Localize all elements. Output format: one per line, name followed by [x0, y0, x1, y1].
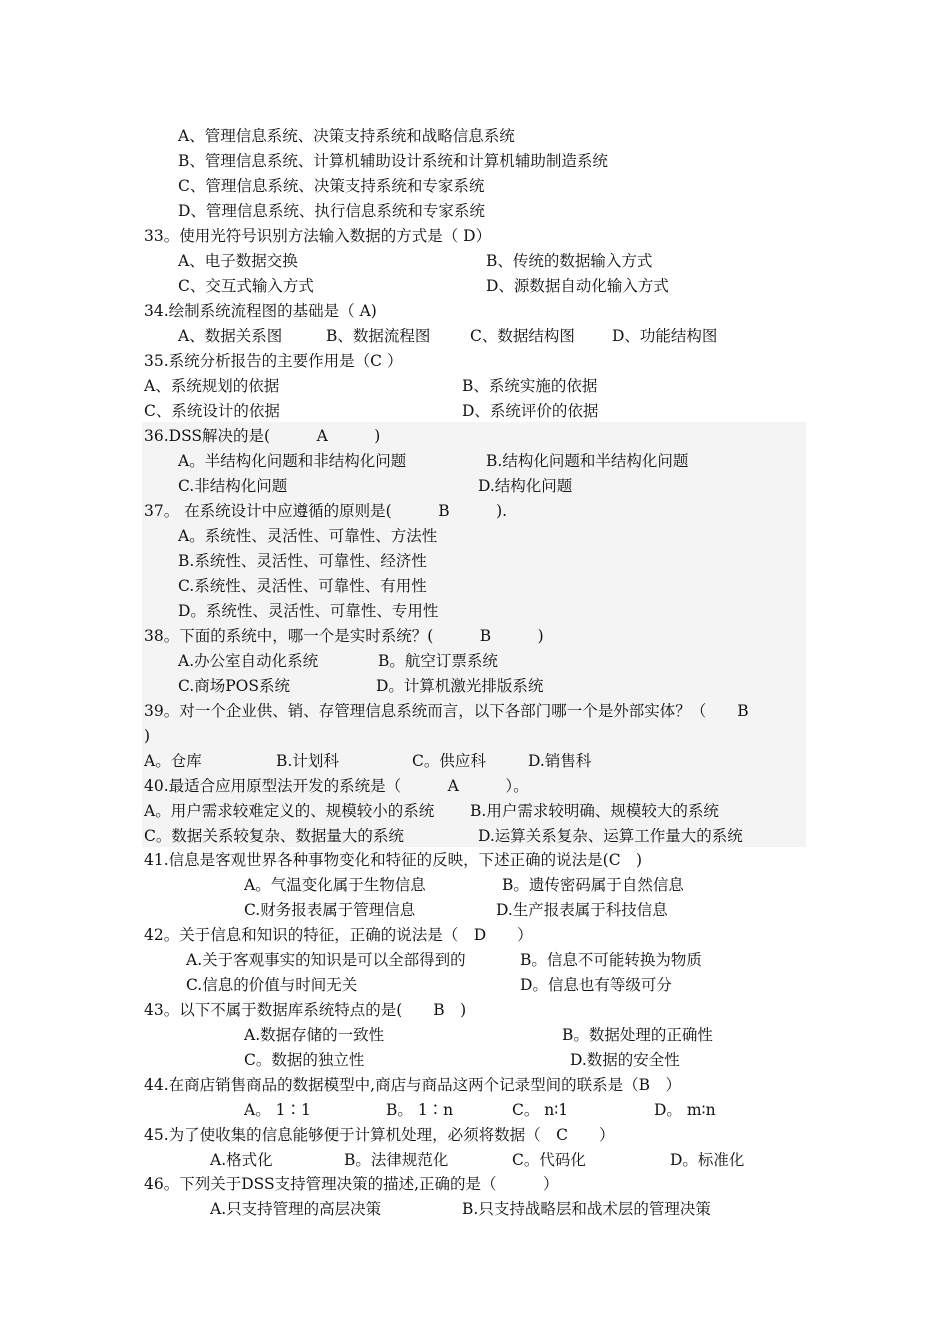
- option-line: D、源数据自动化输入方式: [486, 277, 669, 295]
- question-42: 42。关于信息和知识的特征，正确的说法是（ D ）: [144, 926, 533, 944]
- question-39: 39。对一个企业供、销、存管理信息系统而言，以下各部门哪一个是外部实体？（ B: [144, 702, 749, 720]
- option-line: A、系统规划的依据: [144, 377, 280, 395]
- option-line: A。半结构化问题和非结构化问题: [178, 452, 407, 470]
- question-35: 35.系统分析报告的主要作用是（C ）: [144, 352, 403, 370]
- option-line: B、管理信息系统、计算机辅助设计系统和计算机辅助制造系统: [178, 152, 608, 170]
- option-line: C、数据结构图: [470, 327, 575, 345]
- option-line: B.用户需求较明确、规模较大的系统: [470, 802, 719, 820]
- option-line: B。法律规范化: [344, 1151, 449, 1169]
- option-line: C、系统设计的依据: [144, 402, 280, 420]
- option-line: B。航空订票系统: [378, 652, 498, 670]
- question-33: 33。使用光符号识别方法输入数据的方式是（ D）: [144, 227, 492, 245]
- question-39-continuation: ): [144, 727, 151, 745]
- option-line: D.运算关系复杂、运算工作量大的系统: [478, 827, 743, 845]
- option-line: D、系统评价的依据: [462, 402, 599, 420]
- option-line: B。遗传密码属于自然信息: [502, 876, 684, 894]
- option-line: A、管理信息系统、决策支持系统和战略信息系统: [178, 127, 515, 145]
- option-line: D。计算机激光排版系统: [376, 677, 544, 695]
- option-line: D。信息也有等级可分: [520, 976, 672, 994]
- option-line: A.关于客观事实的知识是可以全部得到的: [186, 951, 466, 969]
- option-line: B.计划科: [276, 752, 339, 770]
- option-line: B。信息不可能转换为物质: [520, 951, 702, 969]
- option-line: C.系统性、灵活性、可靠性、有用性: [178, 577, 427, 595]
- option-line: C。供应科: [412, 752, 486, 770]
- option-line: D.销售科: [528, 752, 592, 770]
- option-line: D。标准化: [670, 1151, 745, 1169]
- option-line: B.结构化问题和半结构化问题: [486, 452, 689, 470]
- option-line: A、电子数据交换: [178, 252, 298, 270]
- question-43: 43。以下不属于数据库系统特点的是( B ): [144, 1001, 467, 1019]
- option-line: A.办公室自动化系统: [178, 652, 319, 670]
- option-line: A.数据存储的一致性: [244, 1026, 385, 1044]
- option-line: C、交互式输入方式: [178, 277, 314, 295]
- option-line: C。数据关系较复杂、数据量大的系统: [144, 827, 404, 845]
- option-line: A。气温变化属于生物信息: [244, 876, 426, 894]
- option-line: B、系统实施的依据: [462, 377, 598, 395]
- question-34: 34.绘制系统流程图的基础是（ A): [144, 302, 377, 320]
- option-line: C。数据的独立性: [244, 1051, 365, 1069]
- option-line: D。系统性、灵活性、可靠性、专用性: [178, 602, 439, 620]
- option-line: A.只支持管理的高层决策: [210, 1200, 382, 1218]
- option-line: B、传统的数据输入方式: [486, 252, 653, 270]
- option-line: C。代码化: [512, 1151, 586, 1169]
- option-line: D、管理信息系统、执行信息系统和专家系统: [178, 202, 485, 220]
- question-36: 36.DSS解决的是( A ): [144, 427, 381, 445]
- option-line: D.结构化问题: [478, 477, 573, 495]
- option-line: B。数据处理的正确性: [562, 1026, 713, 1044]
- option-line: B。 1∶n: [386, 1101, 454, 1119]
- option-line: C.商场POS系统: [178, 677, 290, 695]
- question-44: 44.在商店销售商品的数据模型中,商店与商品这两个记录型间的联系是（B ）: [144, 1076, 681, 1094]
- option-line: A。 1∶1: [244, 1101, 311, 1119]
- option-line: B.系统性、灵活性、可靠性、经济性: [178, 552, 427, 570]
- option-line: A。仓库: [144, 752, 202, 770]
- question-41: 41.信息是客观世界各种事物变化和特征的反映，下述正确的说法是(C ): [144, 851, 643, 869]
- option-line: C.财务报表属于管理信息: [244, 901, 416, 919]
- option-line: D、功能结构图: [612, 327, 718, 345]
- option-line: C、管理信息系统、决策支持系统和专家系统: [178, 177, 485, 195]
- question-40: 40.最适合应用原型法开发的系统是（ A ）。: [144, 777, 529, 795]
- option-line: B.只支持战略层和战术层的管理决策: [462, 1200, 711, 1218]
- question-45: 45.为了使收集的信息能够便于计算机处理，必须将数据（ C ）: [144, 1126, 615, 1144]
- option-line: C。 n∶1: [512, 1101, 569, 1119]
- question-46: 46。下列关于DSS支持管理决策的描述,正确的是（ ）: [144, 1175, 559, 1193]
- question-38: 38。下面的系统中，哪一个是实时系统？( B ): [144, 627, 544, 645]
- option-line: A、数据关系图: [178, 327, 283, 345]
- option-line: D.生产报表属于科技信息: [496, 901, 668, 919]
- option-line: D。 m∶n: [654, 1101, 716, 1119]
- option-line: B、数据流程图: [326, 327, 431, 345]
- option-line: A。用户需求较难定义的、规模较小的系统: [144, 802, 435, 820]
- question-37: 37。 在系统设计中应遵循的原则是( B ).: [144, 502, 508, 520]
- option-line: D.数据的安全性: [570, 1051, 680, 1069]
- option-line: A。系统性、灵活性、可靠性、方法性: [178, 527, 438, 545]
- option-line: C.非结构化问题: [178, 477, 288, 495]
- option-line: A.格式化: [210, 1151, 273, 1169]
- option-line: C.信息的价值与时间无关: [186, 976, 358, 994]
